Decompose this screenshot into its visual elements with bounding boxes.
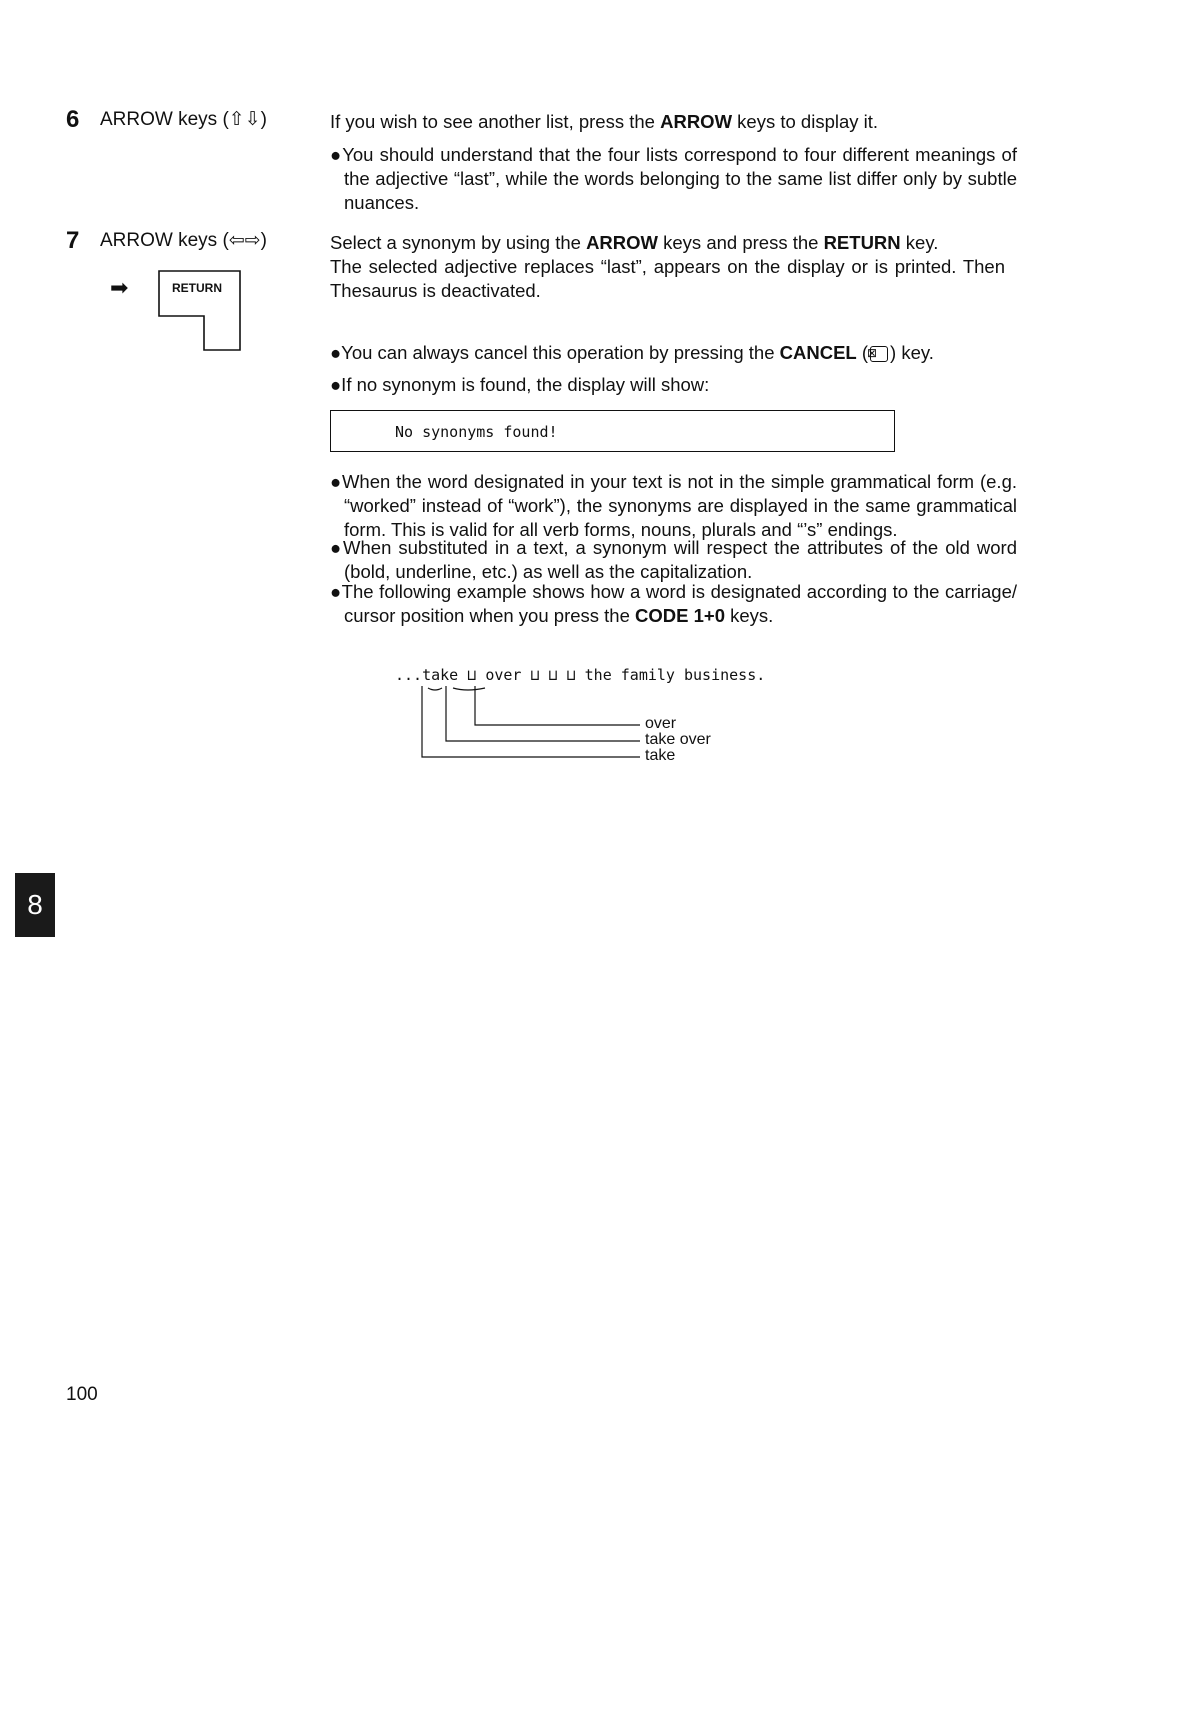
return-key-label: RETURN	[172, 281, 222, 295]
diagram-label-take-over: take over	[645, 731, 711, 748]
step-7-text-e: key.	[900, 232, 939, 253]
up-down-arrow-icon: ⇧⇩	[228, 109, 261, 130]
bullet-no-synonym: ●If no synonym is found, the display will show:	[330, 374, 710, 395]
diagram-label-over: over	[645, 715, 677, 732]
step-7-label-text: ARROW keys	[100, 230, 218, 251]
bullet-cancel-pre: ●You can always cancel this operation by pressing the	[330, 342, 780, 363]
step-7-text-c: keys and press the	[658, 232, 824, 253]
step-6-number: 6	[66, 106, 80, 133]
step-7-number: 7	[66, 227, 80, 254]
step-6-label: ARROW keys (⇧⇩)	[100, 109, 267, 130]
space-mark-icon: ⊔	[467, 666, 477, 684]
bullet-cancel-post: key.	[896, 342, 934, 363]
display-message: No synonyms found!	[395, 423, 558, 441]
bullet-cancel-bold: CANCEL	[779, 342, 857, 363]
cursor-position-diagram	[395, 664, 795, 774]
step-7-text-b: ARROW	[586, 232, 658, 253]
bullet-grammatical-forms: ●When the word designated in your text is not in the simple grammatical form (e.g. “worked” instead of “work”), the synonyms are displayed in the same grammatical form. This is valid for all verb forms, nouns, plurals and “’s” endings.	[330, 471, 1017, 540]
display-panel	[330, 410, 895, 452]
diagram-leader-lines	[395, 664, 655, 774]
space-mark-icon: ⊔	[530, 666, 540, 684]
bullet-example-post: keys.	[725, 605, 774, 626]
space-mark-icon: ⊔	[566, 666, 576, 684]
diagram-word-take: ...take	[395, 666, 459, 684]
step-7-instruction	[330, 231, 1005, 255]
left-right-arrow-icon: ⇦⇨	[228, 230, 261, 251]
bullet-attributes: ●When substituted in a text, a synonym will respect the attributes of the old word (bold, underline, etc.) as well as the capitalization.	[330, 537, 1017, 582]
diagram-label-take: take	[645, 747, 676, 764]
right-arrow-icon: ➡	[110, 275, 129, 300]
step-6-text-post: keys to display it.	[732, 111, 879, 132]
bullet-cancel: ●You can always cancel this operation by pressing the CANCEL (⊠ ) key.	[330, 342, 934, 363]
diagram-phrase-rest: the family business.	[584, 666, 766, 684]
step-7-text-a: Select a synonym by using the	[330, 232, 587, 253]
bullet-lists-meaning: ●You should understand that the four lists correspond to four different meanings of the adjective “last”, while the words belonging to the same list differ only by subtle nuances.	[330, 144, 1017, 213]
step-6-text-pre: If you wish to see another list, press the	[330, 111, 661, 132]
bullet-example-bold: CODE 1+0	[635, 605, 725, 626]
step-7-text-d: RETURN	[823, 232, 901, 253]
return-key-icon	[158, 270, 242, 352]
step-6-label-text: ARROW keys	[100, 109, 218, 130]
step-6-description	[330, 110, 1005, 134]
cancel-key-icon: ⊠	[870, 346, 888, 362]
step-7-result: The selected adjective replaces “last”, appears on the display or is printed. Then Thesaurus is deactivated.	[330, 256, 1005, 301]
bullet-example-pre: ●The following example shows how a word is designated according to the carriage/ cursor position when you press the	[330, 581, 1017, 626]
page-number: 100	[66, 1384, 98, 1405]
step-6-text-bold: ARROW	[660, 111, 733, 132]
step-7-label: ARROW keys (⇦⇨)	[100, 230, 267, 251]
diagram-word-over: over	[485, 666, 522, 684]
space-mark-icon: ⊔	[548, 666, 558, 684]
bullet-example	[330, 580, 1017, 628]
chapter-tab: 8	[15, 873, 55, 937]
